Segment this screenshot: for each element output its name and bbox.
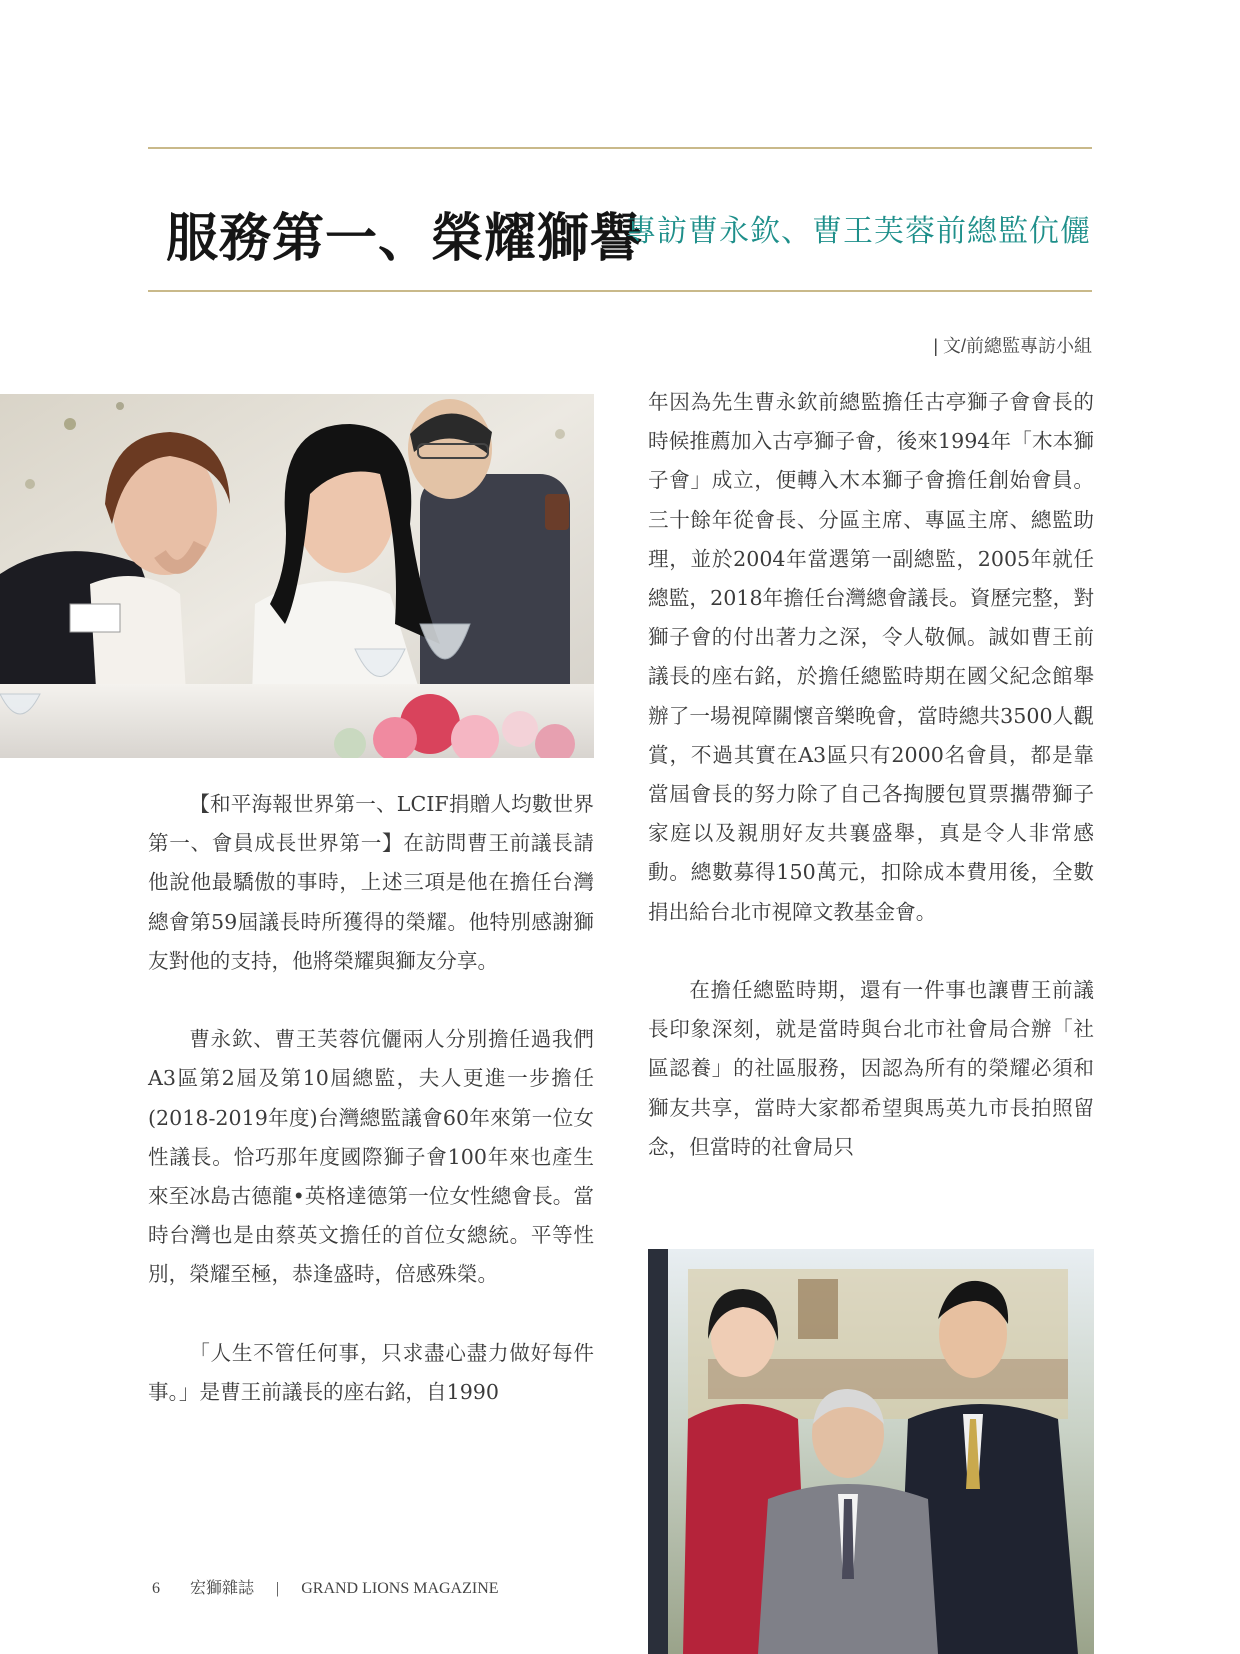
left-paragraph-2: 曹永欽、曹王芙蓉伉儷兩人分別擔任過我們A3區第2屆及第10屆總監，夫人更進一步擔任(2018-2019年度)台灣總監議會60年來第一位女性議長。恰巧那年度國際獅子會100年來也產生來至冰島古德龍•英格達德第一位女性總會長。當時台灣也是由蔡英文擔任的首位女總統。平等性別，榮耀至極，恭逢盛時，倍感殊榮。 [148, 1027, 594, 1287]
magazine-name-cn: 宏獅雜誌 [190, 1580, 255, 1597]
magazine-name-en: GRAND LIONS MAGAZINE [301, 1580, 499, 1597]
left-paragraph-3: 「人生不管任何事，只求盡心盡力做好每件事。」是曹王前議長的座右銘，自1990 [148, 1340, 594, 1405]
right-paragraph-1: 年因為先生曹永欽前總監擔任古亭獅子會會長的時候推薦加入古亭獅子會，後來1994年「木本獅子會」成立，便轉入木本獅子會擔任創始會員。三十餘年從會長、分區主席、專區主席、總監助理，並於2004年當選第一副總監，2005年就任總監，2018年擔任台灣總會議長。資歷完整，對獅子會的付出著力之深，令人敬佩。誠如曹王前議長的座右銘，於擔任總監時期在國父紀念館舉辦了一場視障關懷音樂晚會，當時總共3500人觀賞，不過其實在A3區只有2000名會員，都是靠當屆會長的努力除了自己各掏腰包買票攜帶獅子家庭以及親朋好友共襄盛舉，真是令人非常感動。總數募得150萬元，扣除成本費用後，全數捐出給台北市視障文教基金會。 [648, 390, 1094, 924]
page-footer [152, 1575, 521, 1598]
portrait-photo [648, 1249, 1094, 1654]
bottom-rule [148, 290, 1092, 292]
page-subtitle: 專訪曹永欽、曹王芙蓉前總監伉儷 [626, 214, 1091, 249]
byline: | 文/前總監專訪小組 [933, 336, 1092, 356]
banquet-photo-graphic [0, 394, 594, 758]
top-rule [148, 147, 1092, 149]
title-row [148, 168, 1108, 288]
footer-separator: | [276, 1580, 280, 1597]
left-paragraph-1: 【和平海報世界第一、LCIF捐贈人均數世界第一、會員成長世界第一】在訪問曹王前議長請他說他最驕傲的事時，上述三項是他在擔任台灣總會第59屆議長時所獲得的榮耀。他特別感謝獅友對他的支持，他將榮耀與獅友分享。 [148, 792, 594, 973]
banquet-photo [0, 394, 594, 758]
right-paragraph-2: 在擔任總監時期，還有一件事也讓曹王前議長印象深刻，就是當時與台北市社會局合辦「社區認養」的社區服務，因認為所有的榮耀必須和獅友共享，當時大家都希望與馬英九市長拍照留念，但當時的社會局只 [648, 978, 1094, 1159]
page-title: 服務第一、榮耀獅譽 [166, 208, 644, 269]
right-column [648, 383, 1094, 1167]
portrait-photo-graphic [648, 1249, 1094, 1654]
left-column [148, 785, 594, 1412]
page-number: 6 [152, 1580, 160, 1597]
